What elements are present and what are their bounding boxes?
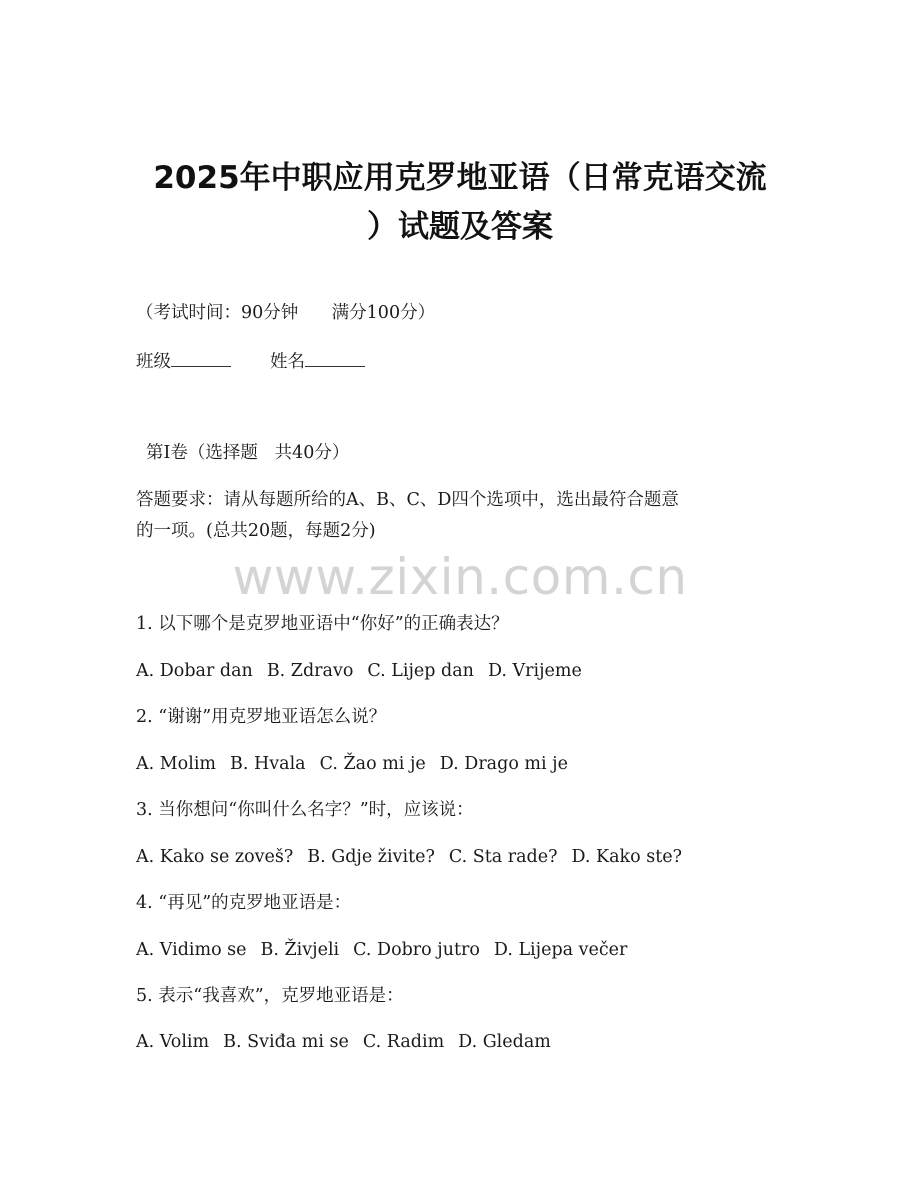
watermark: www.zixin.com.cn (232, 548, 688, 606)
option: B. Zdravo (266, 661, 354, 681)
document-title-line-1: 2025年中职应用克罗地亚语（日常克语交流 (153, 160, 767, 196)
name-blank (305, 346, 365, 367)
question-options (136, 842, 786, 872)
question-options (136, 749, 786, 779)
question-stem: 1. 以下哪个是克罗地亚语中“你好”的正确表达？ (136, 614, 509, 634)
option: A. Volim (136, 1032, 210, 1052)
option: C. Sta rade? (448, 847, 558, 867)
option: C. Dobro jutro (353, 940, 480, 960)
option: B. Sviđa mi se (223, 1032, 349, 1052)
question-stem: 3. 当你想问“你叫什么名字？”时，应该说： (136, 800, 474, 820)
full-score: 满分100分） (331, 303, 436, 323)
option: B. Hvala (230, 754, 306, 774)
class-label: 班级 (136, 352, 171, 372)
option: A. Dobar dan (136, 661, 253, 681)
question-options (136, 656, 786, 686)
instructions-line-1: 答题要求：请从每题所给的A、B、C、D四个选项中，选出最符合题意 (136, 490, 679, 510)
question-stem: 5. 表示“我喜欢”，克罗地亚语是： (136, 986, 404, 1006)
option: C. Radim (362, 1032, 445, 1052)
option: C. Lijep dan (367, 661, 474, 681)
option: B. Gdje živite? (307, 847, 435, 867)
option: D. Lijepa večer (493, 940, 628, 960)
document-title-line-2: ）试题及答案 (367, 209, 553, 245)
option: D. Gledam (458, 1032, 551, 1052)
question-options (136, 1027, 786, 1057)
exam-time: （考试时间：90分钟 (136, 303, 299, 323)
option: A. Molim (136, 754, 217, 774)
option: D. Kako ste? (571, 847, 682, 867)
question-stem: 2. “谢谢”用克罗地亚语怎么说？ (136, 707, 387, 727)
question-stem: 4. “再见”的克罗地亚语是： (136, 893, 352, 913)
name-label: 姓名 (269, 352, 305, 372)
option: A. Vidimo se (136, 940, 247, 960)
option: D. Vrijeme (487, 661, 582, 681)
option: A. Kako se zoveš? (136, 847, 294, 867)
instructions-line-2: 的一项。(总共20题，每题2分) (136, 521, 376, 541)
option: D. Drago mi je (439, 754, 568, 774)
question-options (136, 935, 786, 965)
option: C. Žao mi je (319, 754, 426, 774)
class-blank (171, 346, 231, 367)
section-title: 第Ⅰ卷（选择题 共40分） (146, 443, 350, 463)
student-info (136, 346, 786, 377)
exam-info (136, 298, 786, 328)
option: B. Živjeli (260, 940, 340, 960)
